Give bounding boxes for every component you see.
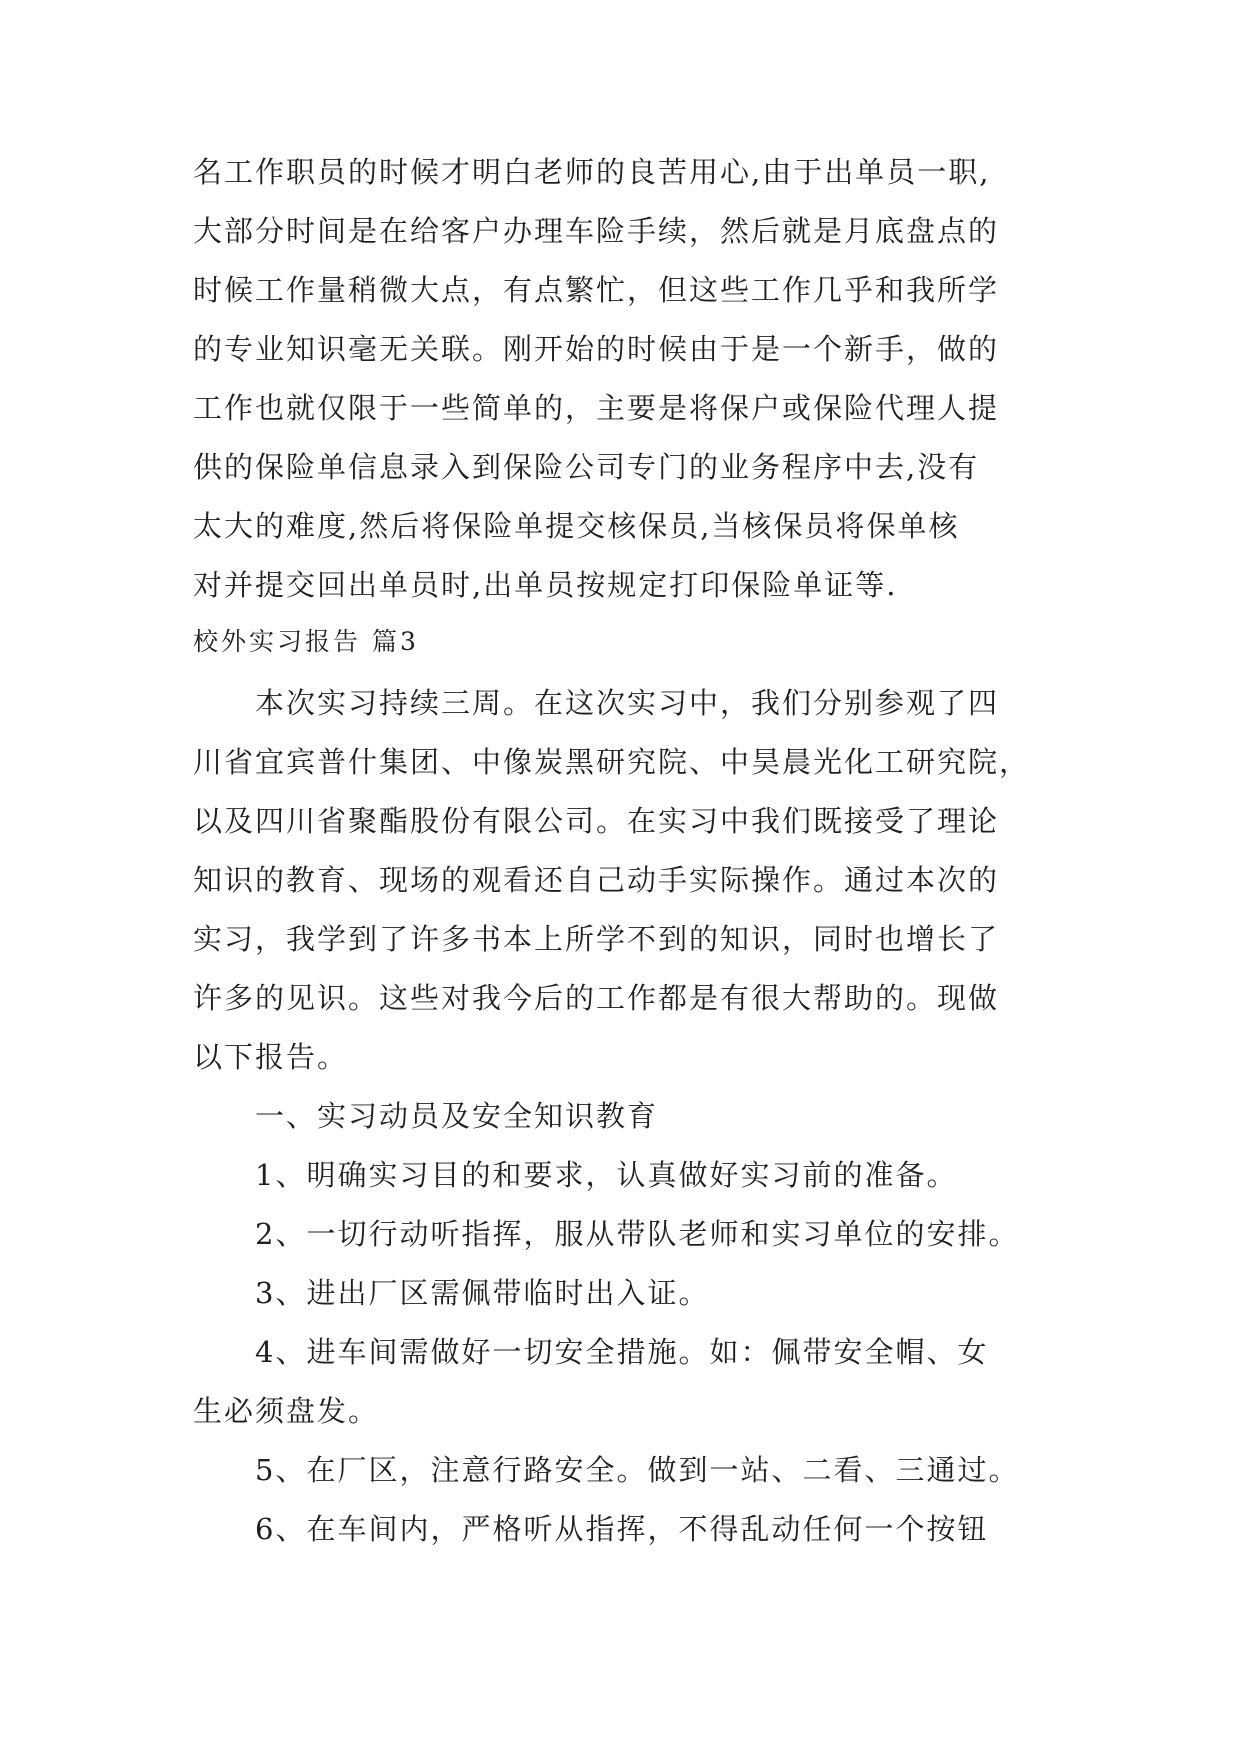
list-item: 4、进车间需做好一切安全措施。如：佩带安全帽、女 <box>255 1335 989 1369</box>
paragraph-line: 供的保险单信息录入到保险公司专门的业务程序中去,没有 <box>193 450 980 484</box>
paragraph-line: 川省宜宾普什集团、中像炭黑研究院、中昊晨光化工研究院， <box>193 745 1031 779</box>
paragraph-line: 以下报告。 <box>193 1040 349 1074</box>
paragraph-line: 名工作职员的时候才明白老师的良苦用心,由于出单员一职, <box>193 155 991 189</box>
paragraph-line: 许多的见识。这些对我今后的工作都是有很大帮助的。现做 <box>193 981 1000 1015</box>
subheading: 一、实习动员及安全知识教育 <box>255 1099 659 1133</box>
paragraph-line: 知识的教育、现场的观看还自己动手实际操作。通过本次的 <box>193 863 1000 897</box>
paragraph-line: 工作也就仅限于一些简单的，主要是将保户或保险代理人提 <box>193 391 1000 425</box>
list-item: 3、进出厂区需佩带临时出入证。 <box>255 1276 710 1310</box>
list-item: 1、明确实习目的和要求，认真做好实习前的准备。 <box>255 1158 958 1192</box>
paragraph-line: 太大的难度,然后将保险单提交核保员,当核保员将保单核 <box>193 509 960 543</box>
list-item-continuation: 生必须盘发。 <box>193 1394 380 1428</box>
paragraph-line: 大部分时间是在给客户办理车险手续，然后就是月底盘点的 <box>193 214 1000 248</box>
paragraph-line: 本次实习持续三周。在这次实习中，我们分别参观了四 <box>255 686 1000 720</box>
paragraph-line: 对并提交回出单员时,出单员按规定打印保险单证等. <box>193 568 898 602</box>
list-item: 6、在车间内，严格听从指挥，不得乱动任何一个按钮 <box>255 1512 989 1546</box>
paragraph-line: 以及四川省聚酯股份有限公司。在实习中我们既接受了理论 <box>193 804 1000 838</box>
list-item: 2、一切行动听指挥，服从带队老师和实习单位的安排。 <box>255 1217 1020 1251</box>
paragraph-line: 实习，我学到了许多书本上所学不到的知识，同时也增长了 <box>193 922 1000 956</box>
list-item: 5、在厂区，注意行路安全。做到一站、二看、三通过。 <box>255 1453 1020 1487</box>
paragraph-line: 时候工作量稍微大点，有点繁忙，但这些工作几乎和我所学 <box>193 273 1000 307</box>
paragraph-line: 的专业知识毫无关联。刚开始的时候由于是一个新手，做的 <box>193 332 1000 366</box>
section-heading: 校外实习报告 篇3 <box>193 627 419 656</box>
